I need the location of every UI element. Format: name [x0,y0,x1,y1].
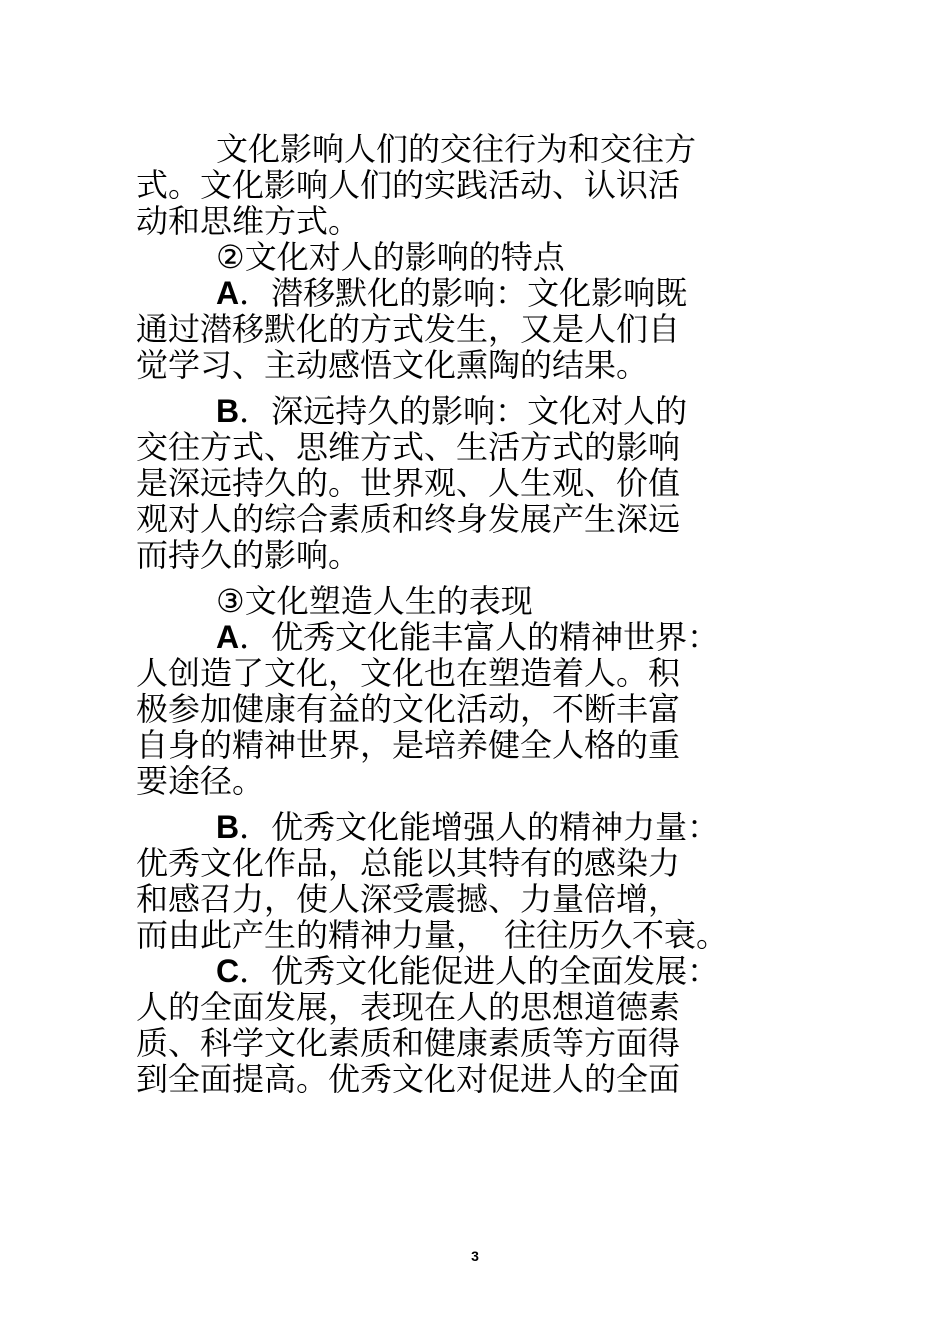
section-heading [136,239,776,275]
line-text: ．优秀文化能增强人的精神力量： [239,808,720,846]
line-text: 极参加健康有益的文化活动，不断丰富 [136,690,681,728]
item-marker: A [216,619,240,655]
paragraph-line [136,881,776,917]
item-marker: B [216,393,240,429]
paragraph-line [136,989,776,1025]
paragraph-line [136,691,776,727]
paragraph-line [136,1061,776,1097]
line-text: 是深远持久的。世界观、人生观、价值 [136,464,681,502]
line-text: 觉学习、主动感悟文化熏陶的结果。 [136,346,649,384]
line-text: ②文化对人的影响的特点 [216,238,565,276]
item-marker: A [216,275,240,311]
line-text: 式。文化影响人们的实践活动、认识活 [136,166,681,204]
line-text: 而持久的影响。 [136,536,361,574]
paragraph-line [136,537,776,573]
item-marker: B [216,809,240,845]
line-text: 而由此产生的精神力量， 往往历久不衰。 [136,916,729,954]
paragraph-line [136,203,776,239]
list-item-heading [136,953,776,989]
list-item-heading [136,275,776,311]
line-text: ．深远持久的影响：文化对人的 [239,392,688,430]
paragraph-line [136,429,776,465]
line-text: 观对人的综合素质和终身发展产生深远 [136,500,681,538]
line-text: ．潜移默化的影响：文化影响既 [239,274,688,312]
document-body [136,131,776,1097]
line-text: 优秀文化作品，总能以其特有的感染力 [136,844,681,882]
item-marker: C [216,953,240,989]
paragraph-line [136,501,776,537]
paragraph-line [136,727,776,763]
line-text: 和感召力，使人深受震撼、力量倍增， [136,880,681,918]
page-number: 3 [471,1248,479,1264]
line-text: 要途径。 [136,762,265,800]
line-text: ③文化塑造人生的表现 [216,582,533,620]
paragraph-line [136,347,776,383]
list-item-heading [136,619,776,655]
line-text: 人的全面发展，表现在人的思想道德素 [136,988,681,1026]
paragraph-line [136,655,776,691]
list-item-heading [136,809,776,845]
section-heading [136,583,776,619]
paragraph-line [136,917,776,953]
line-text: ．优秀文化能促进人的全面发展： [239,952,720,990]
paragraph-line [136,763,776,799]
paragraph-line [136,1025,776,1061]
line-text: 自身的精神世界，是培养健全人格的重 [136,726,681,764]
paragraph-line [136,311,776,347]
paragraph-line [136,465,776,501]
list-item-heading [136,393,776,429]
paragraph-line [136,167,776,203]
line-text: 质、科学文化素质和健康素质等方面得 [136,1024,681,1062]
line-text: 动和思维方式。 [136,202,361,240]
paragraph-line [136,131,776,167]
line-text: 人创造了文化，文化也在塑造着人。积 [136,654,681,692]
paragraph-line [136,845,776,881]
line-text: 到全面提高。优秀文化对促进人的全面 [136,1060,681,1098]
line-text: ．优秀文化能丰富人的精神世界： [239,618,720,656]
line-text: 文化影响人们的交往行为和交往方 [216,130,697,168]
line-text: 交往方式、思维方式、生活方式的影响 [136,428,681,466]
line-text: 通过潜移默化的方式发生，又是人们自 [136,310,681,348]
